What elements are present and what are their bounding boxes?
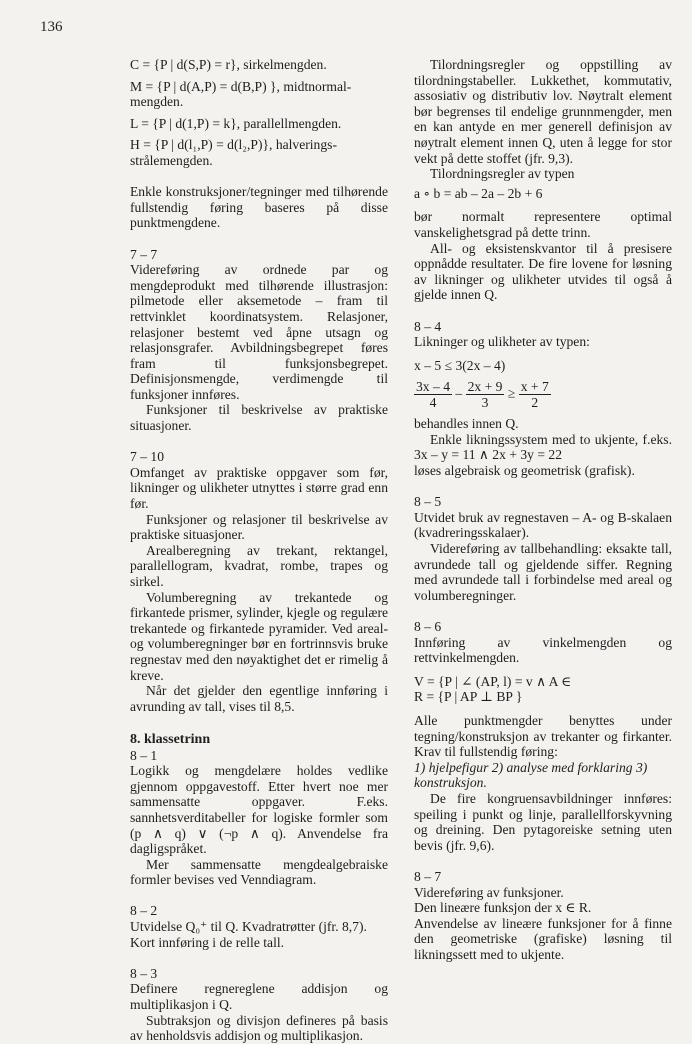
denominator: 4 [429,395,437,411]
set-def-circle: C = {P | d(S,P) = r}, sirkelmengden. [130,57,327,72]
grade-heading: 8. klassetrinn [130,731,211,747]
fraction [519,379,551,410]
operator: ≥ [507,385,516,401]
paragraph: bør normalt representere optimal vanskelighetsgrad på dette trinn. [414,209,672,240]
paragraph-italic: 1) hjelpefigur 2) analyse med forklaring 3) konstruksjon. [414,759,648,791]
section-title-8-5: 8 – 5 [414,494,442,510]
paragraph: Enkle likningssystem med to ukjente, f.eks. 3x – y = 11 ∧ 2x + 3y = 22 [414,431,672,463]
fraction [466,379,505,410]
paragraph: Den lineære funksjon der x ∈ R. [414,900,592,916]
paragraph: Funksjoner og relasjoner til beskrivelse av praktiske situasjoner. [130,511,388,543]
formula-aob: a ∘ b = ab – 2a – 2b + 6 [414,185,543,201]
numerator: 2x + 9 [467,379,503,395]
section-title-8-2: 8 – 2 [130,903,158,919]
paragraph: Kort innføring i de relle tall. [130,934,285,950]
set-def-bisector: H = {P | d(l₁,P) = d(l₂,P)}, halverings- [130,137,337,153]
section-title-8-4: 8 – 4 [414,318,442,334]
numerator: x + 7 [520,379,549,395]
paragraph: Funksjoner til beskrivelse av praktiske situasjoner. [130,402,388,434]
set-def-perp-bisector: M = {P | d(A,P) = d(B,P) }, midtnormal- [130,78,352,94]
section-title-8-1: 8 – 1 [130,747,158,763]
fraction-inequality [414,379,672,410]
set-def-perp-bisector-cont: mengden. [130,94,184,110]
paragraph: Videreføring av tallbehandling: eksakte tall, avrundede tall og gjeldende siffer. Regning med avrundede tall i forbindelse med areal og volumberegninger. [414,541,672,603]
right-column [414,57,672,962]
paragraph: Når det gjelder den egentlige innføring i avrunding av tall, vises til 8,5. [130,683,388,714]
paragraph: Anvendelse av lineære funksjoner for å finne den geometriske (grafiske) løsning til likningssett med to ukjente. [414,915,672,962]
paragraph-tilordning: Tilordningsregler og oppstilling av tilordningstabeller. Lukkethet, kommutativ, assosiativ og distributiv lov. Nøytralt element bør begrenses til endelige grunnmengder, men en kan antyde en mer generell definisjon av nøytralt element innen Q, uten å legge for stor vekt på dette stoffet (jfr. 9,3). [414,57,672,166]
set-def-right-angle: R = {P | AP ⊥ BP } [414,689,523,705]
operator: – [455,385,463,401]
paragraph: Definere regnereglene addisjon og multiplikasjon i Q. [130,981,388,1013]
paragraph: Tilordningsregler av typen [430,166,575,182]
set-def-angle: V = {P | ∠ (AP, l) = v ∧ A ∈ [414,673,572,689]
paragraph: Innføring av vinkelmengden og rettvinkelmengden. [414,634,672,666]
paragraph: behandles innen Q. [414,416,519,432]
inequality: x – 5 ≤ 3(2x – 4) [414,357,506,373]
paragraph: Likninger og ulikheter av typen: [414,334,590,350]
set-def-parallel: L = {P | d(1,P) = k}, parallellmengden. [130,115,342,131]
section-title-8-3: 8 – 3 [130,965,158,981]
paragraph: Subtraksjon og divisjon defineres på basis av henholdsvis addisjon og multiplikasjon. [130,1012,388,1044]
section-title-8-6: 8 – 6 [414,619,442,634]
set-def-bisector-cont: strålemengden. [130,152,213,168]
paragraph: Videreføring av ordnede par og mengdeprodukt med tilhørende illustrasjon: pilmetode eller aksemetode – fram til rettvinklet koordinatsystem. Relasjoner, relasjoner bestemt ved åpne utsagn og relasjonsgrafer. Avbildningsbegrepet føres fram til funksjonsbegrepet. Definisjonsmengde, verdimengde til funksjoner innføres. [130,262,388,402]
section-title-7-7: 7 – 7 [130,246,158,262]
fraction [414,379,452,410]
paragraph: De fire kongruensavbildninger innføres: speiling i punkt og linje, parallellforskyvning og dreining. Den pytagoreiske setning uten bevis (jfr. 9,6). [414,790,672,853]
paragraph: Utvidet bruk av regnestaven – A- og B-skalaen (kvadreringsskalaer). [414,509,672,541]
left-column [130,57,388,1044]
paragraph-enkle: Enkle konstruksjoner/tegninger med tilhørende fullstendig føring baseres på disse punktmengdene. [130,184,388,231]
paragraph: Omfanget av praktiske oppgaver som før, likninger og ulikheter utnyttes i større grad enn før. [130,464,388,512]
paragraph: Utvidelse Q₀⁺ til Q. Kvadratrøtter (jfr. 8,7). [130,919,367,935]
paragraph: All- og eksistenskvantor til å presisere oppnådde resultater. De fire lovene for løsning av likninger og ulikheter utvides til også å gjelde innen Q. [414,240,672,303]
paragraph: Videreføring av funksjoner. [414,884,564,900]
paragraph: Alle punktmengder benyttes under tegning/konstruksjon av trekanter og firkanter. Krav til fullstendig føring: [414,712,672,760]
numerator: 3x – 4 [416,379,450,395]
denominator: 3 [481,395,489,411]
paragraph: Arealberegning av trekant, rektangel, parallellogram, kvadrat, rombe, trapes og sirkel. [130,542,388,589]
section-title-8-7: 8 – 7 [414,868,442,884]
paragraph: løses algebraisk og geometrisk (grafisk). [414,463,635,479]
paragraph: Mer sammensatte mengdealgebraiske formler bevises ved Venndiagram. [130,856,388,888]
page-number: 136 [40,19,63,35]
paragraph: Volumberegning av trekantede og firkantede prismer, sylinder, kjegle og regulære trekantede og firkantede pyramider. Ved areal- og volumberegninger bør en fortrinnsvis bruke regnestav med den nøyaktighet det er rimelig å kreve. [130,589,388,683]
denominator: 2 [531,395,539,411]
section-title-7-10: 7 – 10 [130,449,164,465]
paragraph: Logikk og mengdelære holdes vedlike gjennom oppgavestoff. Etter hvert noe mer sammensatte oppgaver. F.eks. sannhetsverditabeller for logiske formler som (p ∧ q) ∨ (¬p ∧ q). Anvendelse fra dagligspråket. [130,763,388,857]
